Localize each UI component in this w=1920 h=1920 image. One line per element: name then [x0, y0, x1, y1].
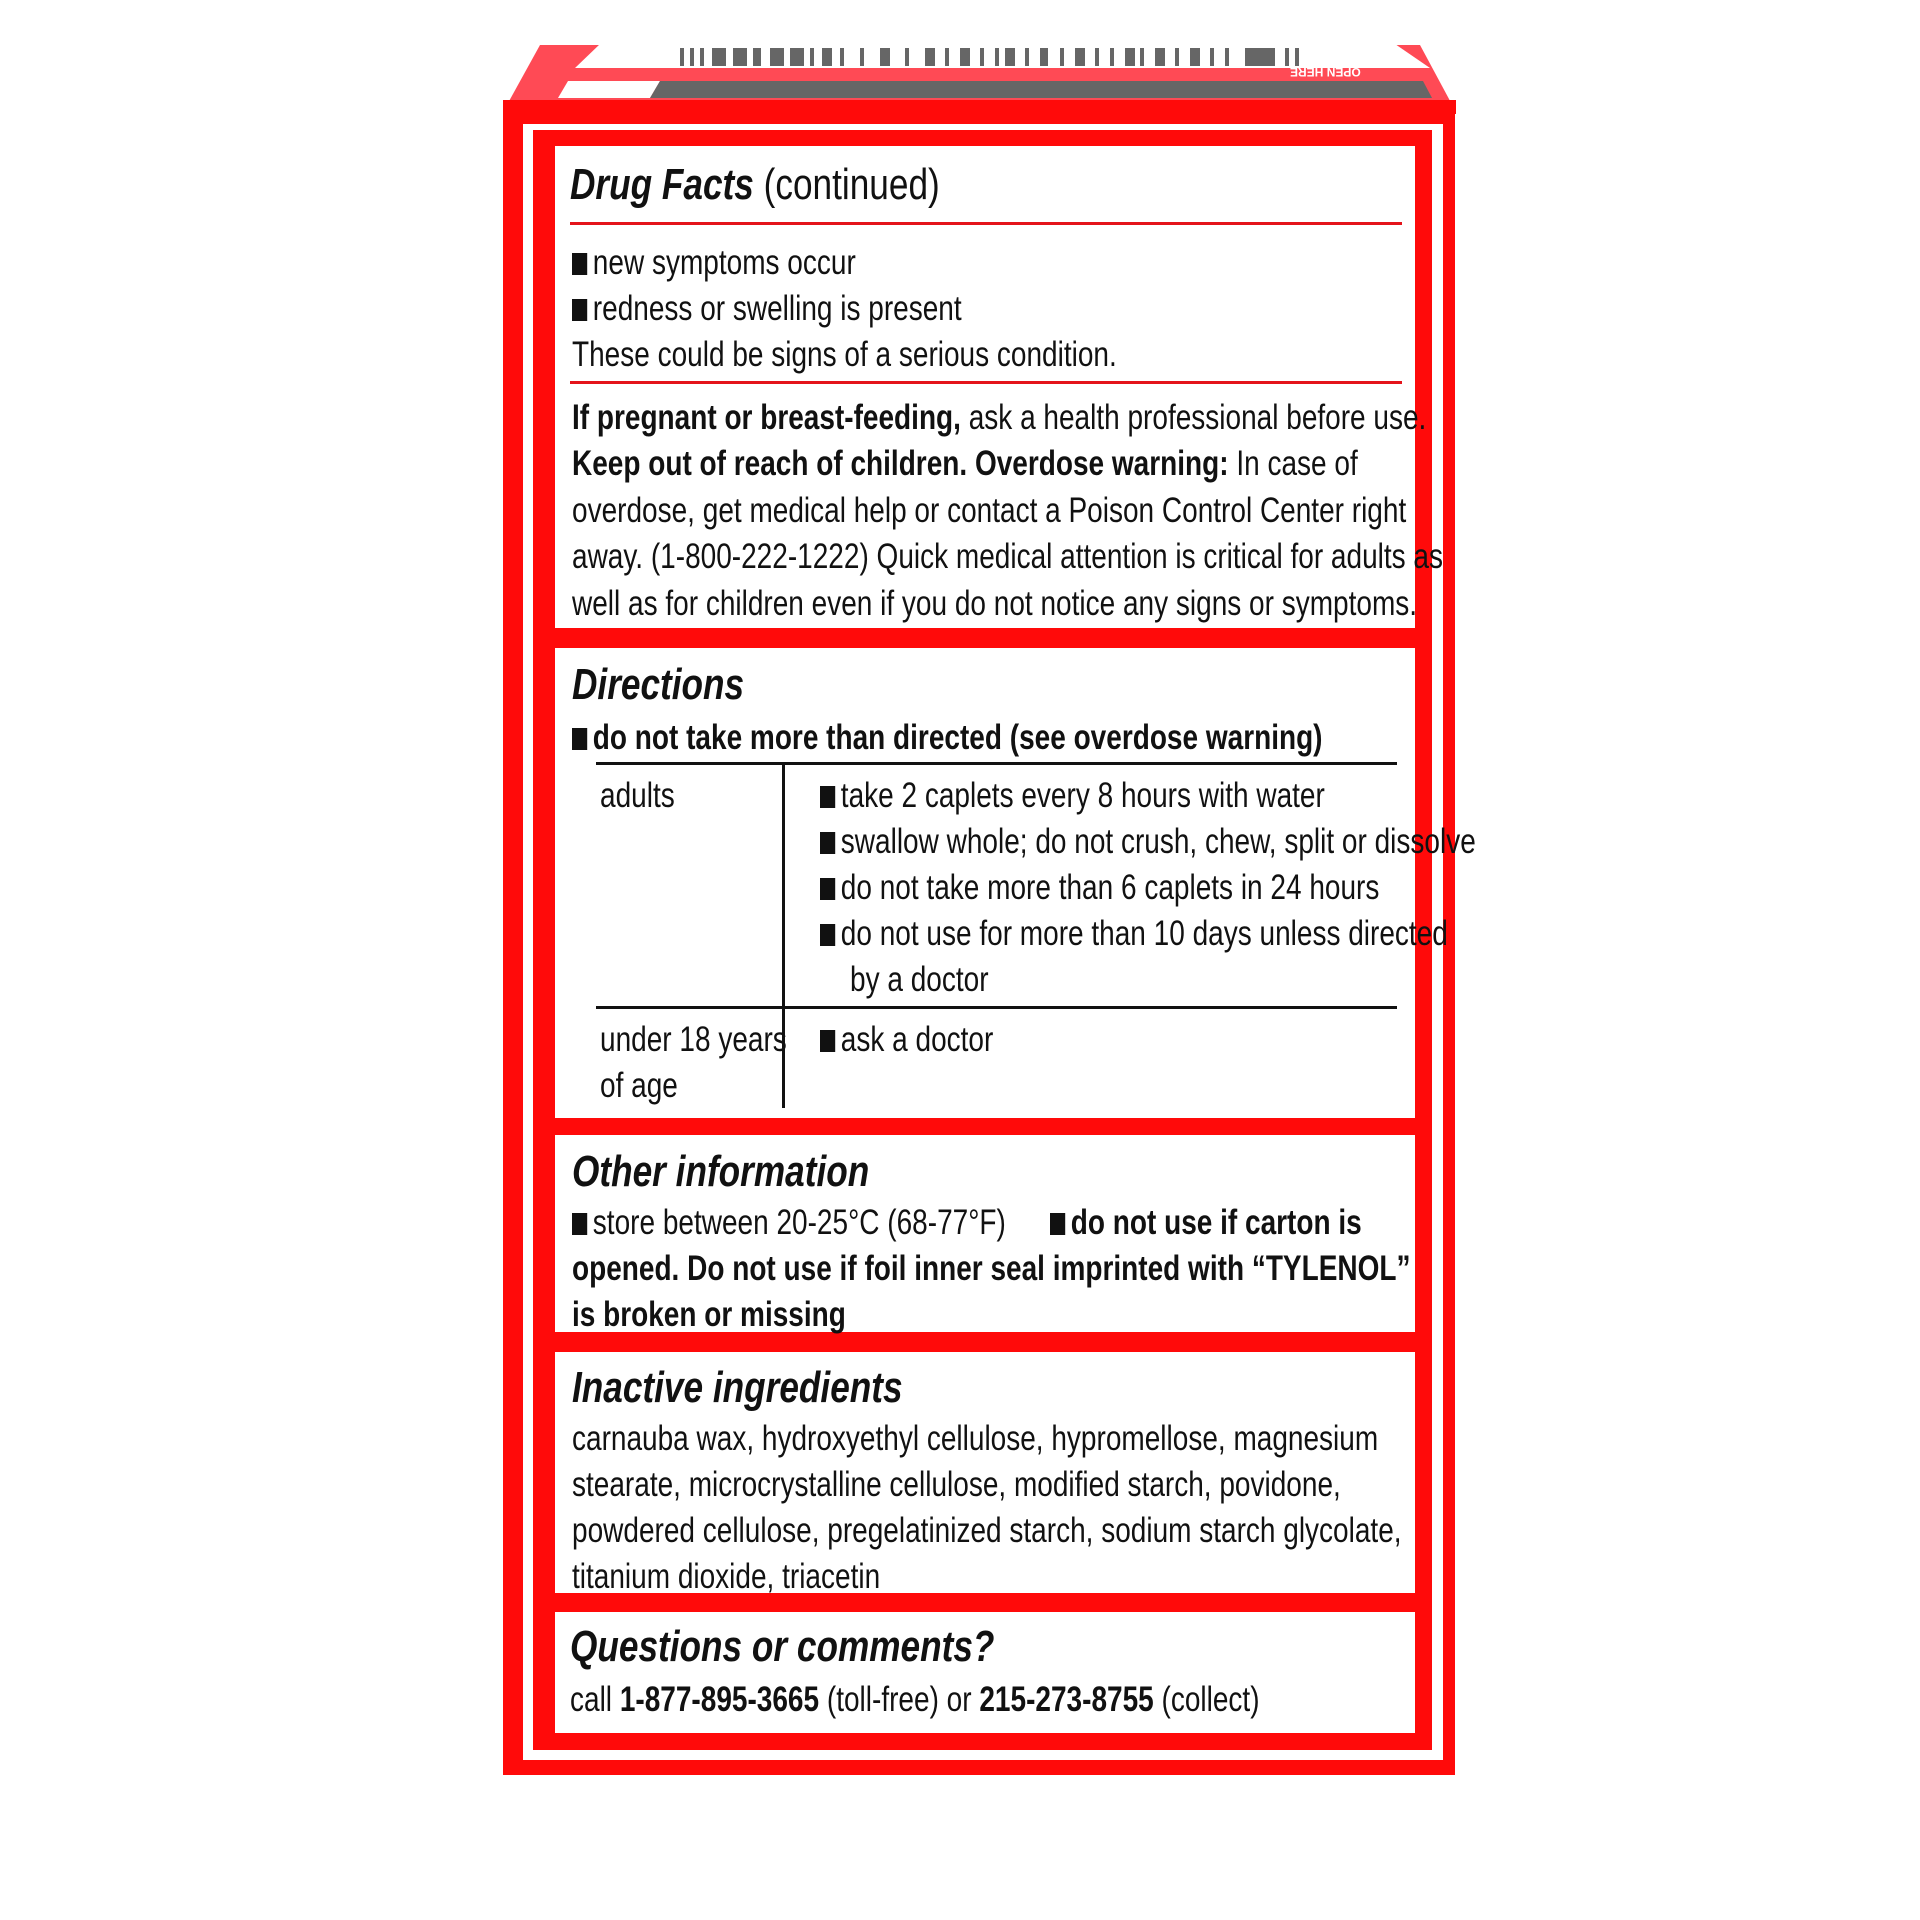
- tollfree-label: (toll-free) or: [826, 1680, 972, 1719]
- square-bullet-icon: [572, 728, 587, 750]
- square-bullet-icon: [820, 786, 835, 808]
- age-label-under-18-cont: of age: [600, 1066, 678, 1105]
- directions-title: Directions: [572, 660, 745, 709]
- age-label-under-18: under 18 years: [600, 1020, 787, 1059]
- square-bullet-icon: [1050, 1213, 1065, 1235]
- inactive-title: Inactive ingredients: [572, 1363, 903, 1412]
- questions-title: Questions or comments?: [570, 1622, 995, 1671]
- pregnant-bold: If pregnant or breast-feeding,: [572, 398, 961, 437]
- box-lid: [0, 0, 1920, 130]
- drug-facts-title: [570, 160, 940, 210]
- dosage-text: ask a doctor: [840, 1020, 994, 1059]
- directions-warning-text: do not take more than directed (see overdose warning): [592, 718, 1323, 757]
- dosage-item: [820, 1020, 993, 1060]
- square-bullet-icon: [820, 924, 835, 946]
- dosage-text: do not take more than 6 caplets in 24 hours: [840, 868, 1380, 907]
- ingredients-line: stearate, microcrystalline cellulose, modified starch, povidone,: [572, 1465, 1341, 1504]
- dosage-item: [820, 822, 1476, 862]
- red-divider: [570, 222, 1402, 225]
- serious-condition-note: These could be signs of a serious condition.: [572, 335, 1117, 374]
- carton-warning-line: is broken or missing: [572, 1295, 846, 1334]
- dosage-text: do not use for more than 10 days unless directed: [840, 914, 1448, 953]
- square-bullet-icon: [572, 253, 587, 275]
- dosage-item: [820, 868, 1379, 908]
- dosage-item: [820, 776, 1325, 816]
- collect-phone-number[interactable]: 215-273-8755: [979, 1680, 1154, 1719]
- overdose-line: away. (1-800-222-1222) Quick medical attention is critical for adults as: [572, 537, 1443, 576]
- square-bullet-icon: [820, 1030, 835, 1052]
- square-bullet-icon: [572, 299, 587, 321]
- red-divider: [570, 381, 1402, 384]
- square-bullet-icon: [820, 832, 835, 854]
- table-top-rule: [596, 762, 1397, 765]
- dosage-continuation: by a doctor: [850, 960, 989, 999]
- overdose-line: well as for children even if you do not notice any signs or symptoms.: [572, 584, 1418, 623]
- keep-out-bold: Keep out of reach of children. Overdose warning:: [572, 444, 1229, 483]
- storage-item: [572, 1203, 1006, 1243]
- ingredients-line: carnauba wax, hydroxyethyl cellulose, hypromellose, magnesium: [572, 1419, 1379, 1458]
- table-row-divider: [596, 1006, 1397, 1009]
- other-info-title: Other information: [572, 1147, 870, 1196]
- pregnant-warning: [572, 398, 1426, 438]
- dosage-item: [820, 914, 1448, 954]
- bullet-item: [572, 243, 856, 283]
- storage-text: store between 20-25°C (68-77°F): [592, 1203, 1006, 1242]
- pregnant-text: ask a health professional before use.: [968, 398, 1427, 437]
- square-bullet-icon: [820, 878, 835, 900]
- bullet-text: new symptoms occur: [592, 243, 856, 282]
- contact-line: [570, 1680, 1260, 1720]
- ingredients-line: titanium dioxide, triacetin: [572, 1557, 881, 1596]
- carton-warning-line: opened. Do not use if foil inner seal imprinted with “TYLENOL”: [572, 1249, 1411, 1288]
- bullet-item: [572, 289, 962, 329]
- directions-warning: [572, 718, 1323, 758]
- carton-text: do not use if carton is: [1070, 1203, 1362, 1242]
- dosage-text: take 2 caplets every 8 hours with water: [840, 776, 1325, 815]
- bullet-text: redness or swelling is present: [592, 289, 962, 328]
- keep-out-warning: [572, 444, 1358, 484]
- age-label-adults: adults: [600, 776, 675, 815]
- tollfree-phone-number[interactable]: 1-877-895-3665: [619, 1680, 820, 1719]
- continued-label: (continued): [763, 160, 940, 209]
- square-bullet-icon: [572, 1213, 587, 1235]
- overdose-line: overdose, get medical help or contact a Poison Control Center right: [572, 491, 1407, 530]
- drug-facts-heading: Drug Facts: [570, 160, 754, 209]
- collect-label: (collect): [1161, 1680, 1260, 1719]
- svg-text:OPEN HERE: OPEN HERE: [1290, 65, 1361, 79]
- ingredients-line: powdered cellulose, pregelatinized starch, sodium starch glycolate,: [572, 1511, 1402, 1550]
- call-label: call: [570, 1680, 613, 1719]
- carton-warning: [1050, 1203, 1362, 1243]
- overdose-text: In case of: [1236, 444, 1358, 483]
- dosage-text: swallow whole; do not crush, chew, split or dissolve: [840, 822, 1476, 861]
